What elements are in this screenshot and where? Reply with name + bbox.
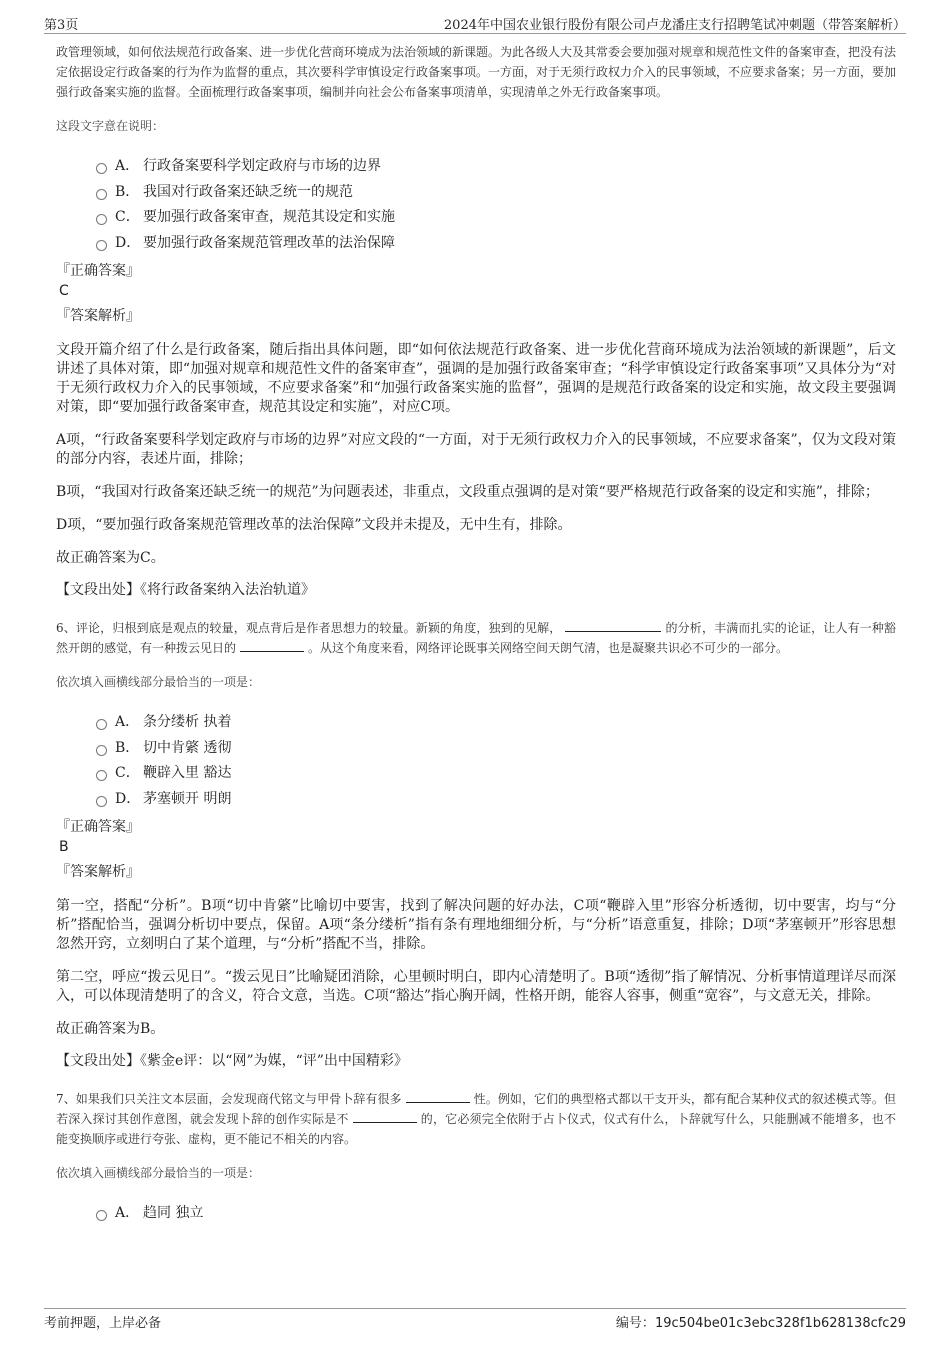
page-header xyxy=(44,14,906,34)
option-c[interactable] xyxy=(96,205,896,231)
document-title: 2024年中国农业银行股份有限公司卢龙潘庄支行招聘笔试冲刺题（带答案解析） xyxy=(443,18,906,33)
answer-label: 『正确答案』 xyxy=(56,819,140,835)
option-text: 条分缕析 执着 xyxy=(143,714,232,730)
question-6 xyxy=(56,618,896,1071)
option-letter: A． xyxy=(115,158,140,174)
option-b[interactable] xyxy=(96,180,896,206)
option-list xyxy=(56,710,896,812)
option-d[interactable] xyxy=(96,787,896,813)
option-text: 要加强行政备案规范管理改革的法治保障 xyxy=(143,234,395,251)
correct-answer: C xyxy=(59,283,69,299)
option-letter: B． xyxy=(115,739,140,756)
option-letter: D． xyxy=(115,234,141,251)
option-letter: B． xyxy=(115,183,140,200)
option-letter: A． xyxy=(115,714,140,730)
analysis-paragraph: 第一空，搭配“分析”。B项“切中肯綮”比喻切中要害，找到了解决问题的好办法，C项“鞭辟入里”形容分析透彻，切中要害，均与“分析”搭配恰当，强调分析切中要点，保留。A项“条分缕析”指有条有理地细细分析，与“分析”语意重复，排除；D项“茅塞顿开”形容思想忽然开窍，立刻明白了某个道理，与“分析”搭配不当，排除。 xyxy=(56,898,896,952)
answer-label: 『正确答案』 xyxy=(56,263,140,279)
analysis-paragraph: A项，“行政备案要科学划定政府与市场的边界”对应文段的“一方面，对于无须行政权力介入的民事领域，不应要求备案”，仅为文段对策的部分内容，表述片面，排除； xyxy=(56,432,896,467)
option-letter: D． xyxy=(115,790,141,807)
option-text: 切中肯綮 透彻 xyxy=(143,739,232,756)
radio-icon[interactable] xyxy=(96,745,107,756)
radio-icon[interactable] xyxy=(96,719,107,730)
option-letter: A． xyxy=(115,1205,140,1221)
correct-answer: B xyxy=(59,839,69,855)
option-list xyxy=(56,1201,896,1227)
option-letter: C． xyxy=(115,765,140,781)
radio-icon[interactable] xyxy=(96,189,107,200)
option-text: 要加强行政备案审查，规范其设定和实施 xyxy=(143,209,395,225)
option-list xyxy=(56,154,896,256)
option-a[interactable] xyxy=(96,1201,896,1227)
option-a[interactable] xyxy=(96,710,896,736)
question-7 xyxy=(56,1089,896,1227)
analysis-paragraph: 文段开篇介绍了什么是行政备案，随后指出具体问题，即“如何依法规范行政备案、进一步优化营商环境成为法治领域的新课题”，后文讲述了具体对策，即“加强对规章和规范性文件的备案审查”，强调的是加强行政备案审查；“科学审慎设定行政备案事项”又具体分为“对于无须行政权力介入的民事领域，不应要求备案”和“加强行政备案实施的监督”，强调的是规范行政备案的设定和实施，故文段主要强调对策，即“要加强行政备案审查，规范其设定和实施”，对应C项。 xyxy=(56,342,896,415)
fill-blank xyxy=(565,619,661,632)
fill-blank xyxy=(240,639,304,652)
analysis-label: 『答案解析』 xyxy=(56,864,140,880)
option-b[interactable] xyxy=(96,736,896,762)
page-number: 第3页 xyxy=(44,18,79,33)
question-prompt: 依次填入画横线部分最恰当的一项是： xyxy=(56,1166,261,1180)
fill-blank xyxy=(353,1110,417,1123)
question-text: 政管理领域，如何依法规范行政备案、进一步优化营商环境成为法治领域的新课题。为此各级人大及其常委会要加强对规章和规范性文件的备案审查，把没有法定依据设定行政备案的行为作为监督的重点，其次要科学审慎设定行政备案事项。一方面，对于无须行政权力介入的民事领域，不应要求备案；另一方面，要加强行政备案实施的监督。全面梳理行政备案事项，编制并向社会公布备案事项清单，实现清单之外无行政备案事项。 xyxy=(56,45,897,99)
radio-icon[interactable] xyxy=(96,214,107,225)
source-citation: 【文段出处】《将行政备案纳入法治轨道》 xyxy=(56,582,315,598)
analysis-paragraph: 第二空，呼应“拨云见日”。“拨云见日”比喻疑团消除，心里顿时明白，即内心清楚明了。B项“透彻”指了解情况、分析事情道理详尽而深入，可以体现清楚明了的含义，符合文意，当选。C项“豁达”指心胸开阔，性格开朗，能容人容事，侧重“宽容”，与文意无关，排除。 xyxy=(56,969,896,1004)
radio-icon[interactable] xyxy=(96,1210,107,1221)
option-text: 趋同 独立 xyxy=(143,1205,204,1221)
option-d[interactable] xyxy=(96,231,896,257)
question-text: 7、如果我们只关注文本层面，会发现商代铭文与甲骨卜辞有很多 性。例如，它们的典型格式都以干支开头，都有配合某种仪式的叙述模式等。但若深入探讨其创作意图，就会发现卜辞的创作实际是不 的，它必须完全依附于占卜仪式，仪式有什么，卜辞就写什么，只能删减不能增多，也不能变换顺序或进行夸张、虚构，更不能记不相关的内容。 xyxy=(56,1092,896,1146)
option-c[interactable] xyxy=(96,761,896,787)
analysis-paragraph: D项，“要加强行政备案规范管理改革的法治保障”文段并未提及，无中生有，排除。 xyxy=(56,517,572,533)
option-text: 行政备案要科学划定政府与市场的边界 xyxy=(143,158,381,174)
footer-slogan: 考前押题，上岸必备 xyxy=(44,1316,162,1331)
option-a[interactable] xyxy=(96,154,896,180)
radio-icon[interactable] xyxy=(96,770,107,781)
analysis-paragraph: 故正确答案为C。 xyxy=(56,550,165,566)
analysis-label: 『答案解析』 xyxy=(56,308,140,324)
question-5 xyxy=(56,42,896,600)
analysis-paragraph: B项，“我国对行政备案还缺乏统一的规范”为问题表述，非重点，文段重点强调的是对策“要严格规范行政备案的设定和实施”，排除； xyxy=(56,484,879,500)
footer-id-code: 19c504be01c3ebc328f1b628138cfc29 xyxy=(654,1316,906,1331)
question-prompt: 依次填入画横线部分最恰当的一项是： xyxy=(56,675,261,689)
radio-icon[interactable] xyxy=(96,796,107,807)
fill-blank xyxy=(406,1090,470,1103)
page-content xyxy=(56,42,896,1227)
option-text: 鞭辟入里 豁达 xyxy=(143,765,232,781)
radio-icon[interactable] xyxy=(96,163,107,174)
footer-id xyxy=(616,1312,906,1331)
option-letter: C． xyxy=(115,209,140,225)
option-text: 我国对行政备案还缺乏统一的规范 xyxy=(143,183,353,200)
radio-icon[interactable] xyxy=(96,240,107,251)
footer-id-label: 编号： xyxy=(615,1316,655,1331)
source-citation: 【文段出处】《紫金e评：以“网”为媒，“评”出中国精彩》 xyxy=(56,1053,408,1069)
page-footer xyxy=(44,1308,906,1331)
option-text: 茅塞顿开 明朗 xyxy=(143,790,232,807)
analysis-paragraph: 故正确答案为B。 xyxy=(56,1021,165,1037)
question-text: 6、评论，归根到底是观点的较量，观点背后是作者思想力的较量。新颖的角度，独到的见解， 的分析，丰满而扎实的论证，让人有一种豁然开朗的感觉，有一种拨云见日的 。从这个角度来看，网络评论既事关网络空间天朗气清，也是凝聚共识必不可少的一部分。 xyxy=(56,621,896,655)
question-prompt: 这段文字意在说明： xyxy=(56,119,165,133)
